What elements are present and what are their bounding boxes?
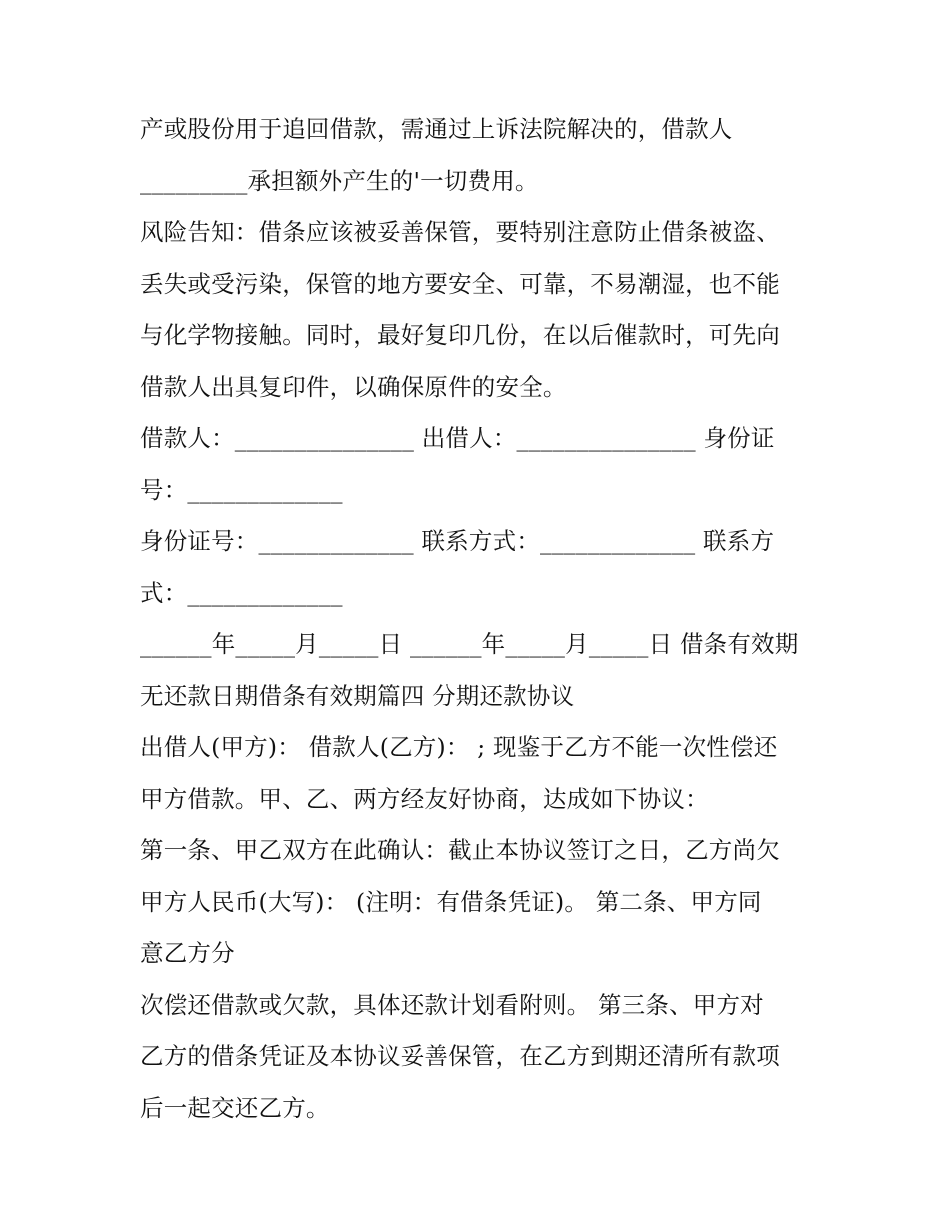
text-line: 出借人(甲方)： 借款人(乙方)： ; 现鉴于乙方不能一次性偿还	[140, 733, 778, 761]
text-line: 意乙方分	[140, 939, 235, 967]
text-line: 与化学物接触。同时，最好复印几份，在以后催款时，可先向	[140, 321, 780, 349]
signature-line: 号：_____________	[140, 475, 343, 504]
text-line: 产或股份用于追回借款，需通过上诉法院解决的，借款人	[140, 115, 733, 143]
text-line: 丢失或受污染，保管的地方要安全、可靠，不易潮湿，也不能	[140, 269, 780, 298]
text-line: 第一条、甲乙双方在此确认：截止本协议签订之日，乙方尚欠	[140, 836, 780, 864]
signature-line: 借款人：_______________ 出借人：_______________ 身份证	[140, 424, 775, 452]
text-line: 乙方的借条凭证及本协议妥善保管，在乙方到期还清所有款项	[140, 1042, 780, 1070]
text-line: _________承担额外产生的'一切费用。	[140, 166, 539, 195]
text-line: 甲方人民币(大写)： (注明：有借条凭证)。 第二条、甲方同	[140, 887, 762, 916]
text-line: 风险告知：借条应该被妥善保管，要特别注意防止借条被盗、	[140, 218, 780, 246]
text-line: 借款人出具复印件，以确保原件的安全。	[140, 372, 567, 401]
signature-line: 式：_____________	[140, 578, 343, 607]
text-line: 次偿还借款或欠款，具体还款计划看附则。 第三条、甲方对	[140, 990, 764, 1019]
section-heading: 无还款日期借条有效期篇四 分期还款协议	[140, 681, 575, 710]
text-line: 后一起交还乙方。	[140, 1093, 330, 1122]
text-line: 甲方借款。甲、乙、两方经友好协商，达成如下协议：	[140, 784, 709, 813]
signature-line: 身份证号：_____________ 联系方式：_____________ 联系方	[140, 527, 775, 555]
date-line: ______年_____月_____日 ______年_____月_____日 借条有效期	[140, 630, 799, 658]
document-page	[140, 104, 830, 1134]
